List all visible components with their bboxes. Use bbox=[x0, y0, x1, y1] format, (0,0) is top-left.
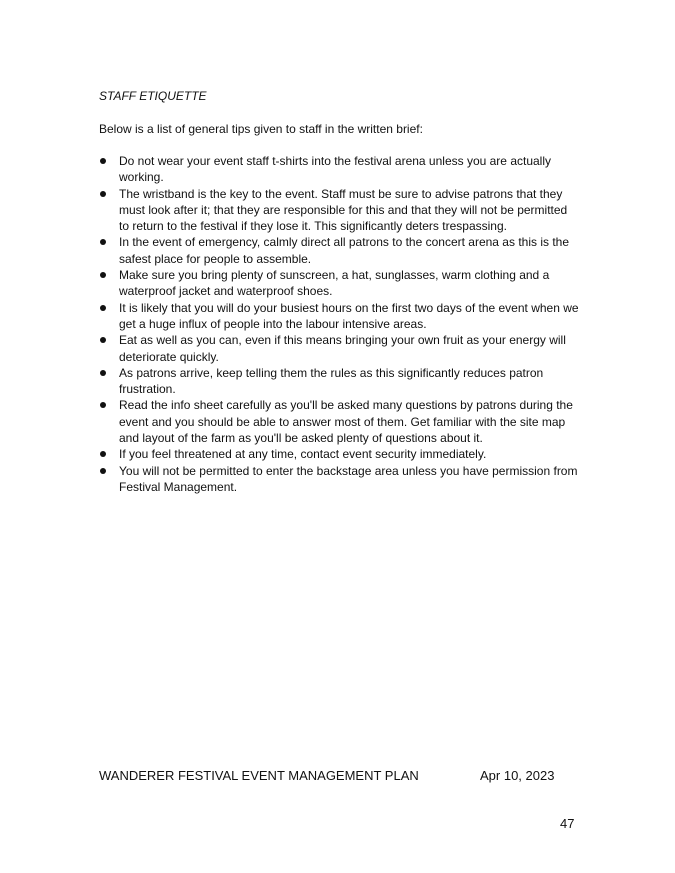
tip-text: Eat as well as you can, even if this means bringing your own fruit as your energy will deteriorate quickly. bbox=[119, 333, 566, 364]
tip-text: Make sure you bring plenty of sunscreen, a hat, sunglasses, warm clothing and a waterproof jacket and waterproof shoes. bbox=[119, 268, 550, 299]
list-item bbox=[99, 267, 579, 300]
bullet-icon bbox=[100, 402, 106, 408]
list-item bbox=[99, 234, 579, 267]
footer-document-title: WANDERER FESTIVAL EVENT MANAGEMENT PLAN bbox=[99, 768, 419, 783]
bullet-icon bbox=[100, 305, 106, 311]
tip-text: The wristband is the key to the event. Staff must be sure to advise patrons that they must look after it; that they are responsible for this and that they will not be permitted to return to the festival if they lose it. This significantly deters trespassing. bbox=[119, 186, 568, 234]
tips-list bbox=[99, 153, 579, 495]
tip-text: As patrons arrive, keep telling them the rules as this significantly reduces patron frustration. bbox=[119, 365, 544, 397]
list-item bbox=[99, 186, 579, 235]
list-item bbox=[99, 397, 579, 446]
tip-text: If you feel threatened at any time, contact event security immediately. bbox=[119, 447, 487, 462]
bullet-icon bbox=[100, 272, 106, 278]
footer-date: Apr 10, 2023 bbox=[480, 768, 555, 783]
tip-text: Do not wear your event staff t-shirts into the festival arena unless you are actually working. bbox=[119, 154, 551, 185]
list-item bbox=[99, 365, 579, 398]
bullet-icon bbox=[100, 337, 106, 343]
bullet-icon bbox=[100, 468, 106, 474]
tip-text: In the event of emergency, calmly direct all patrons to the concert arena as this is the safest place for people to assemble. bbox=[119, 235, 570, 266]
bullet-icon bbox=[100, 191, 106, 197]
tip-text: Read the info sheet carefully as you'll be asked many questions by patrons during the event and you should be able to answer most of them. Get familiar with the site map and layout of the farm as you'll be asked plenty of questions about it. bbox=[119, 398, 573, 446]
section-heading: STAFF ETIQUETTE bbox=[99, 89, 207, 103]
list-item bbox=[99, 300, 579, 333]
list-item bbox=[99, 463, 579, 496]
bullet-icon bbox=[100, 451, 106, 457]
bullet-icon bbox=[100, 370, 106, 376]
list-item bbox=[99, 332, 579, 365]
list-item bbox=[99, 446, 579, 462]
tip-text: It is likely that you will do your busiest hours on the first two days of the event when we get a huge influx of people into the labour intensive areas. bbox=[119, 300, 579, 331]
intro-text: Below is a list of general tips given to staff in the written brief: bbox=[99, 122, 423, 136]
bullet-icon bbox=[100, 158, 106, 164]
list-item bbox=[99, 153, 579, 186]
bullet-icon bbox=[100, 239, 106, 245]
tip-text: You will not be permitted to enter the backstage area unless you have permission from Festival Management. bbox=[119, 463, 578, 494]
page-number: 47 bbox=[560, 816, 575, 831]
